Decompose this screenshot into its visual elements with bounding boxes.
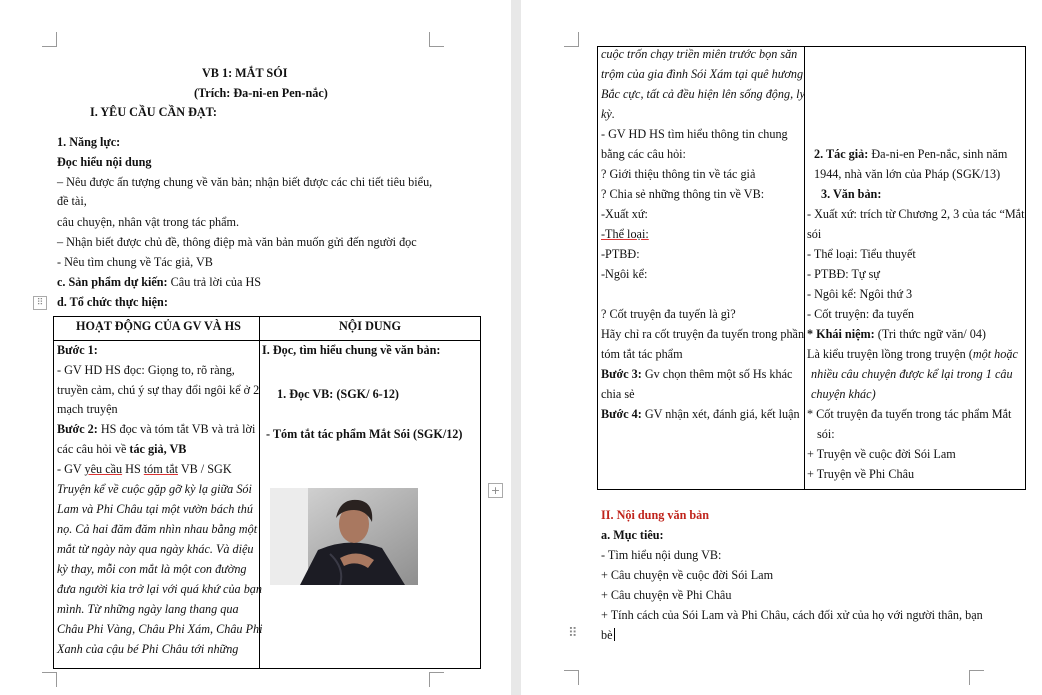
cell-line: ? Cốt truyện đa tuyến là gì?	[601, 307, 736, 321]
drag-handle-icon[interactable]: ⠿	[568, 626, 578, 641]
body-line: + Tính cách của Sói Lam và Phi Châu, cách đối xử của họ với người thân, bạn	[601, 608, 983, 622]
text-cursor	[614, 628, 615, 641]
body-line: đề tài,	[57, 194, 87, 208]
body-line: + Câu chuyện về Phi Châu	[601, 588, 732, 602]
text: các câu hỏi về	[57, 442, 130, 456]
text: VB / SGK	[178, 462, 232, 476]
text: - GV	[57, 462, 85, 476]
summary-line: Bắc cực, tất cả đều hiện lên sống động, ly	[601, 87, 805, 101]
cell-line: truyền cảm, chú ý sự thay đổi ngôi kể ở 2	[57, 383, 260, 397]
label: c. Sản phẩm dự kiến:	[57, 275, 168, 289]
summary-line: mắt từ ngày này qua ngày khác. Và diệu	[57, 542, 254, 556]
cell-line: tóm tắt tác phẩm	[601, 347, 683, 361]
content-line: * Cốt truyện đa tuyến trong tác phẩm Mắt	[807, 407, 1012, 421]
content-heading: 3. Văn bản:	[821, 187, 882, 201]
author-photo	[270, 488, 418, 585]
cell-line	[57, 439, 186, 459]
body-line: câu chuyện, nhân vật trong tác phẩm.	[57, 215, 240, 229]
content-line	[814, 144, 1007, 164]
summary-line: cuộc trốn chạy triền miên trước bọn săn	[601, 47, 798, 61]
text: HS	[122, 462, 144, 476]
column-header: HOẠT ĐỘNG CỦA GV VÀ HS	[76, 319, 241, 333]
cell-line: ? Chia sẻ những thông tin về VB:	[601, 187, 765, 201]
summary-line: Xanh của cậu bé Phi Châu tới những	[57, 642, 239, 656]
cell-line	[601, 404, 800, 424]
subsection-heading: d. Tổ chức thực hiện:	[57, 295, 168, 309]
content-text: Là kiểu truyện lồng trong truyện (	[807, 347, 973, 361]
summary-line: kỳ thay, mỗi con mắt là một con đường	[57, 562, 247, 576]
section-heading: I. YÊU CẦU CẦN ĐẠT:	[90, 105, 217, 119]
spellcheck-word: tóm tắt	[143, 462, 178, 476]
crop-mark	[969, 670, 984, 685]
text-bold: tác giả, VB	[129, 442, 187, 456]
content-item: 1. Đọc VB: (SGK/ 6-12)	[277, 387, 399, 401]
content-label: * Khái niệm:	[807, 327, 875, 341]
document-subtitle: (Trích: Đa-ni-en Pen-nắc)	[194, 86, 328, 100]
content-line	[807, 324, 986, 344]
content-line: nhiều câu chuyện được kể lại trong 1 câu	[811, 367, 1013, 381]
cell-line: -Xuất xứ:	[601, 207, 648, 221]
body-line: - Tìm hiểu nội dung VB:	[601, 548, 722, 562]
summary-line: trộm của gia đình Sói Xám tại quê hương	[601, 67, 804, 81]
crop-mark	[429, 672, 444, 687]
column-header: NỘI DUNG	[339, 319, 401, 333]
body-line: – Nêu được ấn tượng chung về văn bản; nhận biết được các chi tiết tiêu biểu,	[57, 175, 433, 189]
content-line: sói	[807, 227, 822, 241]
summary-line: mình. Từ những ngày lang thang qua	[57, 602, 239, 616]
summary-line: Lam và Phi Châu tại một vườn bách thú	[57, 502, 253, 516]
content-text: (Tri thức ngữ văn/ 04)	[874, 327, 986, 341]
content-item: - Tóm tắt tác phẩm Mắt Sói (SGK/12)	[266, 427, 463, 441]
cell-line: bằng các câu hỏi:	[601, 147, 686, 161]
body-line: + Câu chuyện về cuộc đời Sói Lam	[601, 568, 774, 582]
section-heading: II. Nội dung văn bản	[601, 508, 710, 522]
content-line: - Thể loại: Tiểu thuyết	[807, 247, 916, 261]
content-line: sói:	[817, 427, 835, 441]
step-text: GV nhận xét, đánh giá, kết luận	[641, 407, 800, 421]
subsection-heading: 1. Năng lực:	[57, 135, 121, 149]
content-line: - PTBĐ: Tự sự	[807, 267, 880, 281]
table-move-handle-icon[interactable]: ⠿	[33, 296, 47, 310]
text: bè	[601, 628, 613, 642]
content-line: + Truyện về cuộc đời Sói Lam	[807, 447, 956, 461]
crop-mark	[564, 670, 579, 685]
content-line: + Truyện về Phi Châu	[807, 467, 915, 481]
summary-line: Châu Phi Vàng, Châu Phi Xám, Châu Phi	[57, 622, 263, 636]
body-line: - Nêu tìm chung về Tác giả, VB	[57, 255, 213, 269]
step-text: HS đọc và tóm tắt VB và trả lời	[97, 422, 256, 436]
subsection-heading: Đọc hiểu nội dung	[57, 155, 152, 169]
content-label: 2. Tác giả:	[814, 147, 869, 161]
body-line	[57, 272, 261, 292]
crop-mark	[564, 32, 579, 47]
cell-line: -Thể loại:	[601, 227, 649, 241]
document-page-2	[521, 0, 1042, 695]
summary-line: đưa người kia trở lại với quá khứ của bạn	[57, 582, 262, 596]
crop-mark	[429, 32, 444, 47]
author-photo-graphic	[270, 488, 418, 585]
step-label: Bước 1:	[57, 343, 98, 357]
add-column-icon[interactable]: +	[488, 483, 503, 498]
body-line: – Nhận biết được chủ đề, thông điệp mà văn bản muốn gửi đến người đọc	[57, 235, 417, 249]
cell-line: ? Giới thiệu thông tin về tác giả	[601, 167, 756, 181]
content-italic: một hoặc	[972, 347, 1018, 361]
cell-line	[601, 364, 792, 384]
summary-line: kỳ.	[601, 107, 615, 121]
document-title: VB 1: MẮT SÓI	[202, 66, 288, 80]
content-heading: I. Đọc, tìm hiểu chung về văn bản:	[262, 343, 441, 357]
crop-mark	[42, 672, 57, 687]
body-line	[601, 625, 615, 645]
content-text: Đa-ni-en Pen-nắc, sinh năm	[868, 147, 1008, 161]
cell-line: - GV HD HS đọc: Giọng to, rõ ràng,	[57, 363, 235, 377]
step-label: Bước 3:	[601, 367, 642, 381]
summary-line: Truyện kể về cuộc gặp gỡ kỳ lạ giữa Sói	[57, 482, 252, 496]
content-line: - Xuất xứ: trích từ Chương 2, 3 của tác “Mắt	[807, 207, 1025, 221]
step-label: Bước 4:	[601, 407, 642, 421]
crop-mark	[42, 32, 57, 47]
summary-line: nọ. Cả hai đăm đăm nhìn nhau bằng một	[57, 522, 258, 536]
cell-line: -Ngôi kể:	[601, 267, 648, 281]
document-page-1	[0, 0, 511, 695]
cell-line: -PTBĐ:	[601, 247, 640, 261]
value: Câu trả lời của HS	[167, 275, 262, 289]
cell-line	[57, 419, 255, 439]
cell-line: chia sẻ	[601, 387, 635, 401]
content-line: 1944, nhà văn lớn của Pháp (SGK/13)	[814, 167, 1001, 181]
cell-line: Hãy chỉ ra cốt truyện đa tuyến trong phần	[601, 327, 805, 341]
subsection-heading: a. Mục tiêu:	[601, 528, 664, 542]
cell-line	[57, 459, 232, 479]
spellcheck-word: yêu cầu	[84, 462, 123, 476]
cell-line: - GV HD HS tìm hiểu thông tin chung	[601, 127, 788, 141]
content-line: chuyện khác)	[811, 387, 876, 401]
content-line	[807, 344, 1018, 364]
content-line: - Cốt truyện: đa tuyến	[807, 307, 914, 321]
step-label: Bước 2:	[57, 422, 98, 436]
content-line: - Ngôi kể: Ngôi thứ 3	[807, 287, 913, 301]
step-text: Gv chọn thêm một số Hs khác	[641, 367, 793, 381]
cell-line: mạch truyện	[57, 402, 118, 416]
